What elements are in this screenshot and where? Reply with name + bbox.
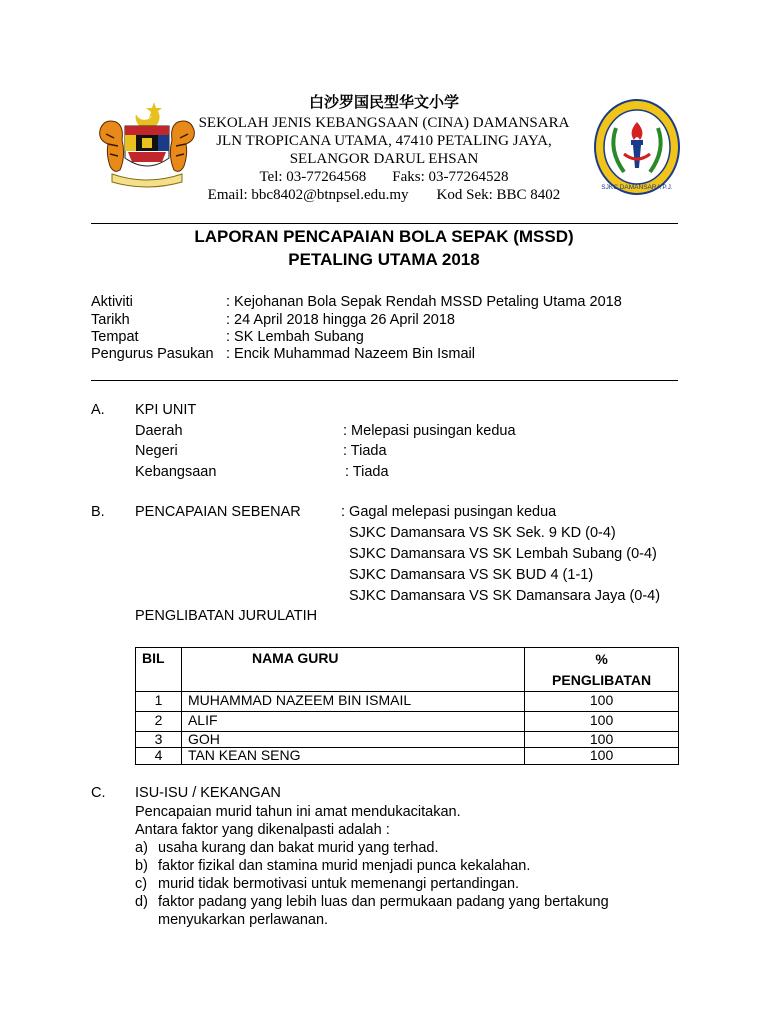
table-row xyxy=(136,732,679,748)
info-label-date: Tarikh xyxy=(91,312,130,328)
info-value-venue: : SK Lembah Subang xyxy=(226,329,364,345)
issue-marker: b) xyxy=(135,858,148,874)
contact-phone-line xyxy=(0,168,768,186)
issue-marker: c) xyxy=(135,876,148,892)
cell-nama: MUHAMMAD NAZEEM BIN ISMAIL xyxy=(181,692,524,712)
section-b-value: : Gagal melepasi pusingan kedua xyxy=(341,504,557,520)
cell-bil: 3 xyxy=(136,732,182,748)
col-header-bil: BIL xyxy=(136,648,182,692)
kpi-label-negeri: Negeri xyxy=(135,443,178,459)
school-name: SEKOLAH JENIS KEBANGSAAN (CINA) DAMANSARA xyxy=(198,115,570,131)
issue-item: murid tidak bermotivasi untuk memenangi pertandingan. xyxy=(158,876,520,892)
logo-caption: SJKC DAMANSARA P.J. xyxy=(601,184,673,191)
report-subtitle: PETALING UTAMA 2018 xyxy=(288,250,480,269)
match-result: SJKC Damansara VS SK Damansara Jaya (0-4) xyxy=(349,588,661,604)
email: Email: bbc8402@btnpsel.edu.my xyxy=(207,187,409,203)
col-header-penglibatan xyxy=(525,648,679,692)
col-header-percent: % xyxy=(595,651,608,667)
section-c-heading: ISU-ISU / KEKANGAN xyxy=(135,785,281,801)
col-header-nama: NAMA GURU xyxy=(181,648,524,692)
section-a-letter: A. xyxy=(91,402,105,418)
issue-item: faktor padang yang lebih luas dan permukaan padang yang bertakung xyxy=(158,894,609,910)
issues-paragraph-1: Pencapaian murid tahun ini amat mendukacitakan. xyxy=(135,804,461,820)
match-result: SJKC Damansara VS SK BUD 4 (1-1) xyxy=(349,567,594,583)
issue-marker: a) xyxy=(135,840,148,856)
kpi-value-daerah: : Melepasi pusingan kedua xyxy=(343,423,516,439)
cell-bil: 4 xyxy=(136,748,182,765)
cell-bil: 1 xyxy=(136,692,182,712)
info-value-manager: : Encik Muhammad Nazeem Bin Ismail xyxy=(226,346,475,362)
school-chinese-name: 白沙罗国民型华文小学 xyxy=(308,95,459,111)
cell-pct: 100 xyxy=(525,692,679,712)
cell-nama: ALIF xyxy=(181,712,524,732)
issue-item: faktor fizikal dan stamina murid menjadi punca kekalahan. xyxy=(158,858,531,874)
section-c-letter: C. xyxy=(91,785,106,801)
info-divider xyxy=(91,380,678,381)
contact-email-line xyxy=(0,186,768,204)
info-label-activity: Aktiviti xyxy=(91,294,133,310)
header-divider xyxy=(91,223,678,224)
section-a-heading: KPI UNIT xyxy=(135,402,197,418)
cell-pct: 100 xyxy=(525,712,679,732)
cell-pct: 100 xyxy=(525,732,679,748)
school-address-line1: JLN TROPICANA UTAMA, 47410 PETALING JAYA, xyxy=(216,133,552,149)
issue-item-continuation: menyukarkan perlawanan. xyxy=(158,912,329,928)
table-header-row xyxy=(136,648,679,692)
cell-pct: 100 xyxy=(525,748,679,765)
kpi-value-negeri: : Tiada xyxy=(343,443,387,459)
match-result: SJKC Damansara VS SK Lembah Subang (0-4) xyxy=(349,546,657,562)
info-label-manager: Pengurus Pasukan xyxy=(91,346,214,362)
coach-involvement-heading: PENGLIBATAN JURULATIH xyxy=(135,608,318,624)
section-b-heading: PENCAPAIAN SEBENAR xyxy=(135,504,301,520)
cell-nama: TAN KEAN SENG xyxy=(181,748,524,765)
coach-table xyxy=(135,647,679,765)
kpi-value-kebangsaan: : Tiada xyxy=(345,464,389,480)
col-header-penglibatan-text: PENGLIBATAN xyxy=(552,672,652,688)
table-row xyxy=(136,712,679,732)
school-code: Kod Sek: BBC 8402 xyxy=(436,187,561,203)
kpi-label-kebangsaan: Kebangsaan xyxy=(135,464,217,480)
report-title: LAPORAN PENCAPAIAN BOLA SEPAK (MSSD) xyxy=(194,227,574,246)
fax: Faks: 03-77264528 xyxy=(392,169,509,185)
info-label-venue: Tempat xyxy=(91,329,139,345)
table-row xyxy=(136,748,679,765)
issue-item: usaha kurang dan bakat murid yang terhad. xyxy=(158,840,439,856)
cell-bil: 2 xyxy=(136,712,182,732)
issues-paragraph-2: Antara faktor yang dikenalpasti adalah : xyxy=(135,822,390,838)
table-row xyxy=(136,692,679,712)
issue-marker: d) xyxy=(135,894,148,910)
match-result: SJKC Damansara VS SK Sek. 9 KD (0-4) xyxy=(349,525,616,541)
kpi-label-daerah: Daerah xyxy=(135,423,183,439)
section-b-letter: B. xyxy=(91,504,105,520)
tel: Tel: 03-77264568 xyxy=(259,169,367,185)
cell-nama: GOH xyxy=(181,732,524,748)
info-value-activity: : Kejohanan Bola Sepak Rendah MSSD Petaling Utama 2018 xyxy=(226,294,622,310)
school-address-line2: SELANGOR DARUL EHSAN xyxy=(289,151,479,167)
info-value-date: : 24 April 2018 hingga 26 April 2018 xyxy=(226,312,455,328)
